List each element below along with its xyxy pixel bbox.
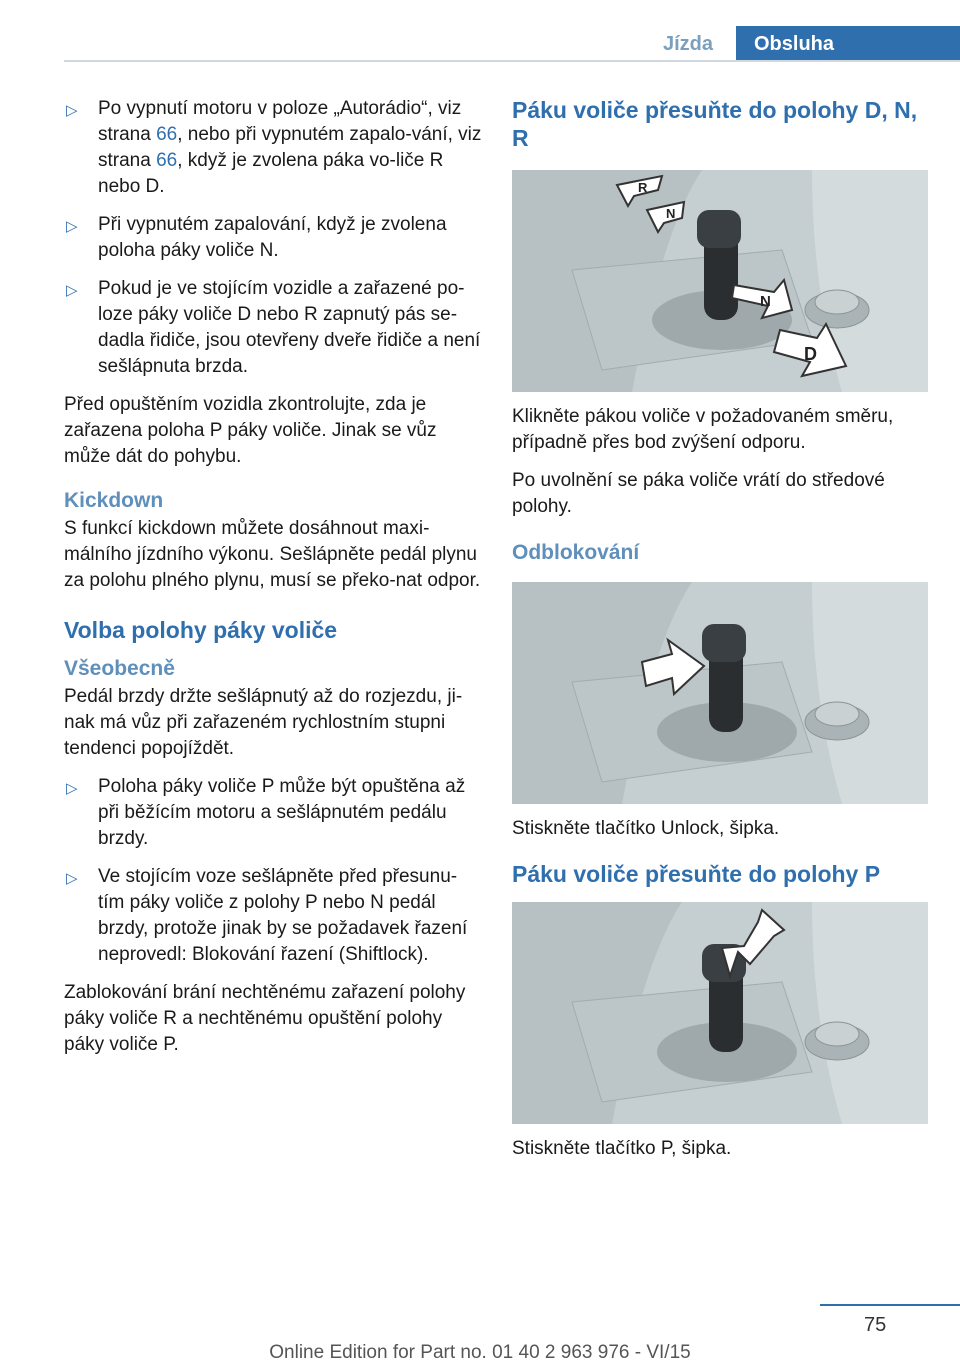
page-link[interactable]: 66 (156, 124, 178, 145)
paragraph: S funkcí kickdown můžete dosáhnout maxi‐málního jízdního výkonu. Sešlápněte pedál plynu za polohu plného plynu, musí se překo‐nat odpor. (64, 518, 481, 591)
arrow-label: N (666, 206, 676, 221)
paragraph: Klikněte pákou voliče v požadovaném směru, případně přes bod zvýšení odporu. (512, 406, 894, 453)
bullet-triangle-icon: ▷ (66, 102, 78, 119)
bullet-text: , nebo při vypnutém zapalo‐vání, viz strana (98, 124, 482, 171)
bullet-triangle-icon: ▷ (66, 218, 78, 235)
page-number: 75 (864, 1314, 887, 1336)
list-item (64, 276, 482, 380)
bullet-text: Poloha páky voliče P může být opuštěna až při běžícím motoru a sešlápnutém pedálu brzdy. (98, 776, 466, 849)
section-heading-move-dnr: Páku voliče přesuňte do polohy D, N, R (512, 97, 918, 151)
figure-selector-p (512, 902, 928, 1124)
section-heading-unlock: Odblokování (512, 541, 640, 564)
list-item (64, 774, 482, 852)
list-item (64, 212, 482, 264)
arrow-label: N (760, 293, 771, 310)
arrow-label: R (638, 180, 648, 195)
selector-lever-illustration (512, 170, 928, 392)
bullet-triangle-icon: ▷ (66, 780, 78, 797)
bullet-text: , když je zvolena páka vo‐liče R nebo D. (98, 150, 444, 197)
section-heading-selector: Volba polohy páky voliče (64, 617, 338, 643)
edition-footer: Online Edition for Part no. 01 40 2 963 976 - VI/15 (269, 1342, 691, 1362)
section-heading-kickdown: Kickdown (64, 489, 164, 512)
paragraph: Před opuštěním vozidla zkontrolujte, zda je zařazena poloha P páky voliče. Jinak se vůz může dát do pohybu. (64, 394, 437, 467)
bullet-text: Při vypnutém zapalování, když je zvolena poloha páky voliče N. (98, 214, 447, 261)
tab-obsluha[interactable]: Obsluha (736, 26, 960, 62)
paragraph: Po uvolnění se páka voliče vrátí do středové polohy. (512, 470, 885, 517)
tab-jizda[interactable]: Jízda (662, 33, 714, 55)
list-item (64, 96, 482, 200)
right-column (512, 96, 930, 1174)
header-divider (64, 60, 960, 62)
footer-rule (820, 1304, 960, 1306)
paragraph: Stiskněte tlačítko Unlock, šipka. (512, 818, 780, 839)
bullet-text: Po vypnutí motoru v poloze „Autorádio“, viz strana (98, 98, 462, 145)
page-link[interactable]: 66 (156, 150, 178, 171)
paragraph: Pedál brzdy držte sešlápnutý až do rozjezdu, ji‐nak má vůz při zařazeném rychlostním stupni tendenci popojíždět. (64, 686, 463, 759)
section-heading-move-p: Páku voliče přesuňte do polohy P (512, 861, 881, 887)
figure-selector-dnr (512, 170, 928, 392)
left-column (64, 96, 482, 1070)
paragraph: Stiskněte tlačítko P, šipka. (512, 1138, 732, 1159)
p-button-illustration (512, 902, 928, 1124)
unlock-button-illustration (512, 582, 928, 804)
section-heading-general: Všeobecně (64, 657, 175, 680)
paragraph: Zablokování brání nechtěnému zařazení polohy páky voliče R a nechtěnému opuštění polohy páky voliče P. (64, 982, 466, 1055)
bullet-triangle-icon: ▷ (66, 870, 78, 887)
arrow-label: D (804, 344, 817, 364)
list-item (64, 864, 482, 968)
bullet-triangle-icon: ▷ (66, 282, 78, 299)
bullet-text: Pokud je ve stojícím vozidle a zařazené po‐loze páky voliče D nebo R zapnutý pás se‐dadla řidiče, jsou otevřeny dveře řidiče a není sešlápnuta brzda. (98, 278, 481, 377)
bullet-text: Ve stojícím voze sešlápněte před přesunu‐tím páky voliče z polohy P nebo N pedál brzdy, protože jinak by se požadavek řazení neprovedl: Blokování řazení (Shiftlock). (98, 866, 468, 965)
figure-unlock (512, 582, 928, 804)
